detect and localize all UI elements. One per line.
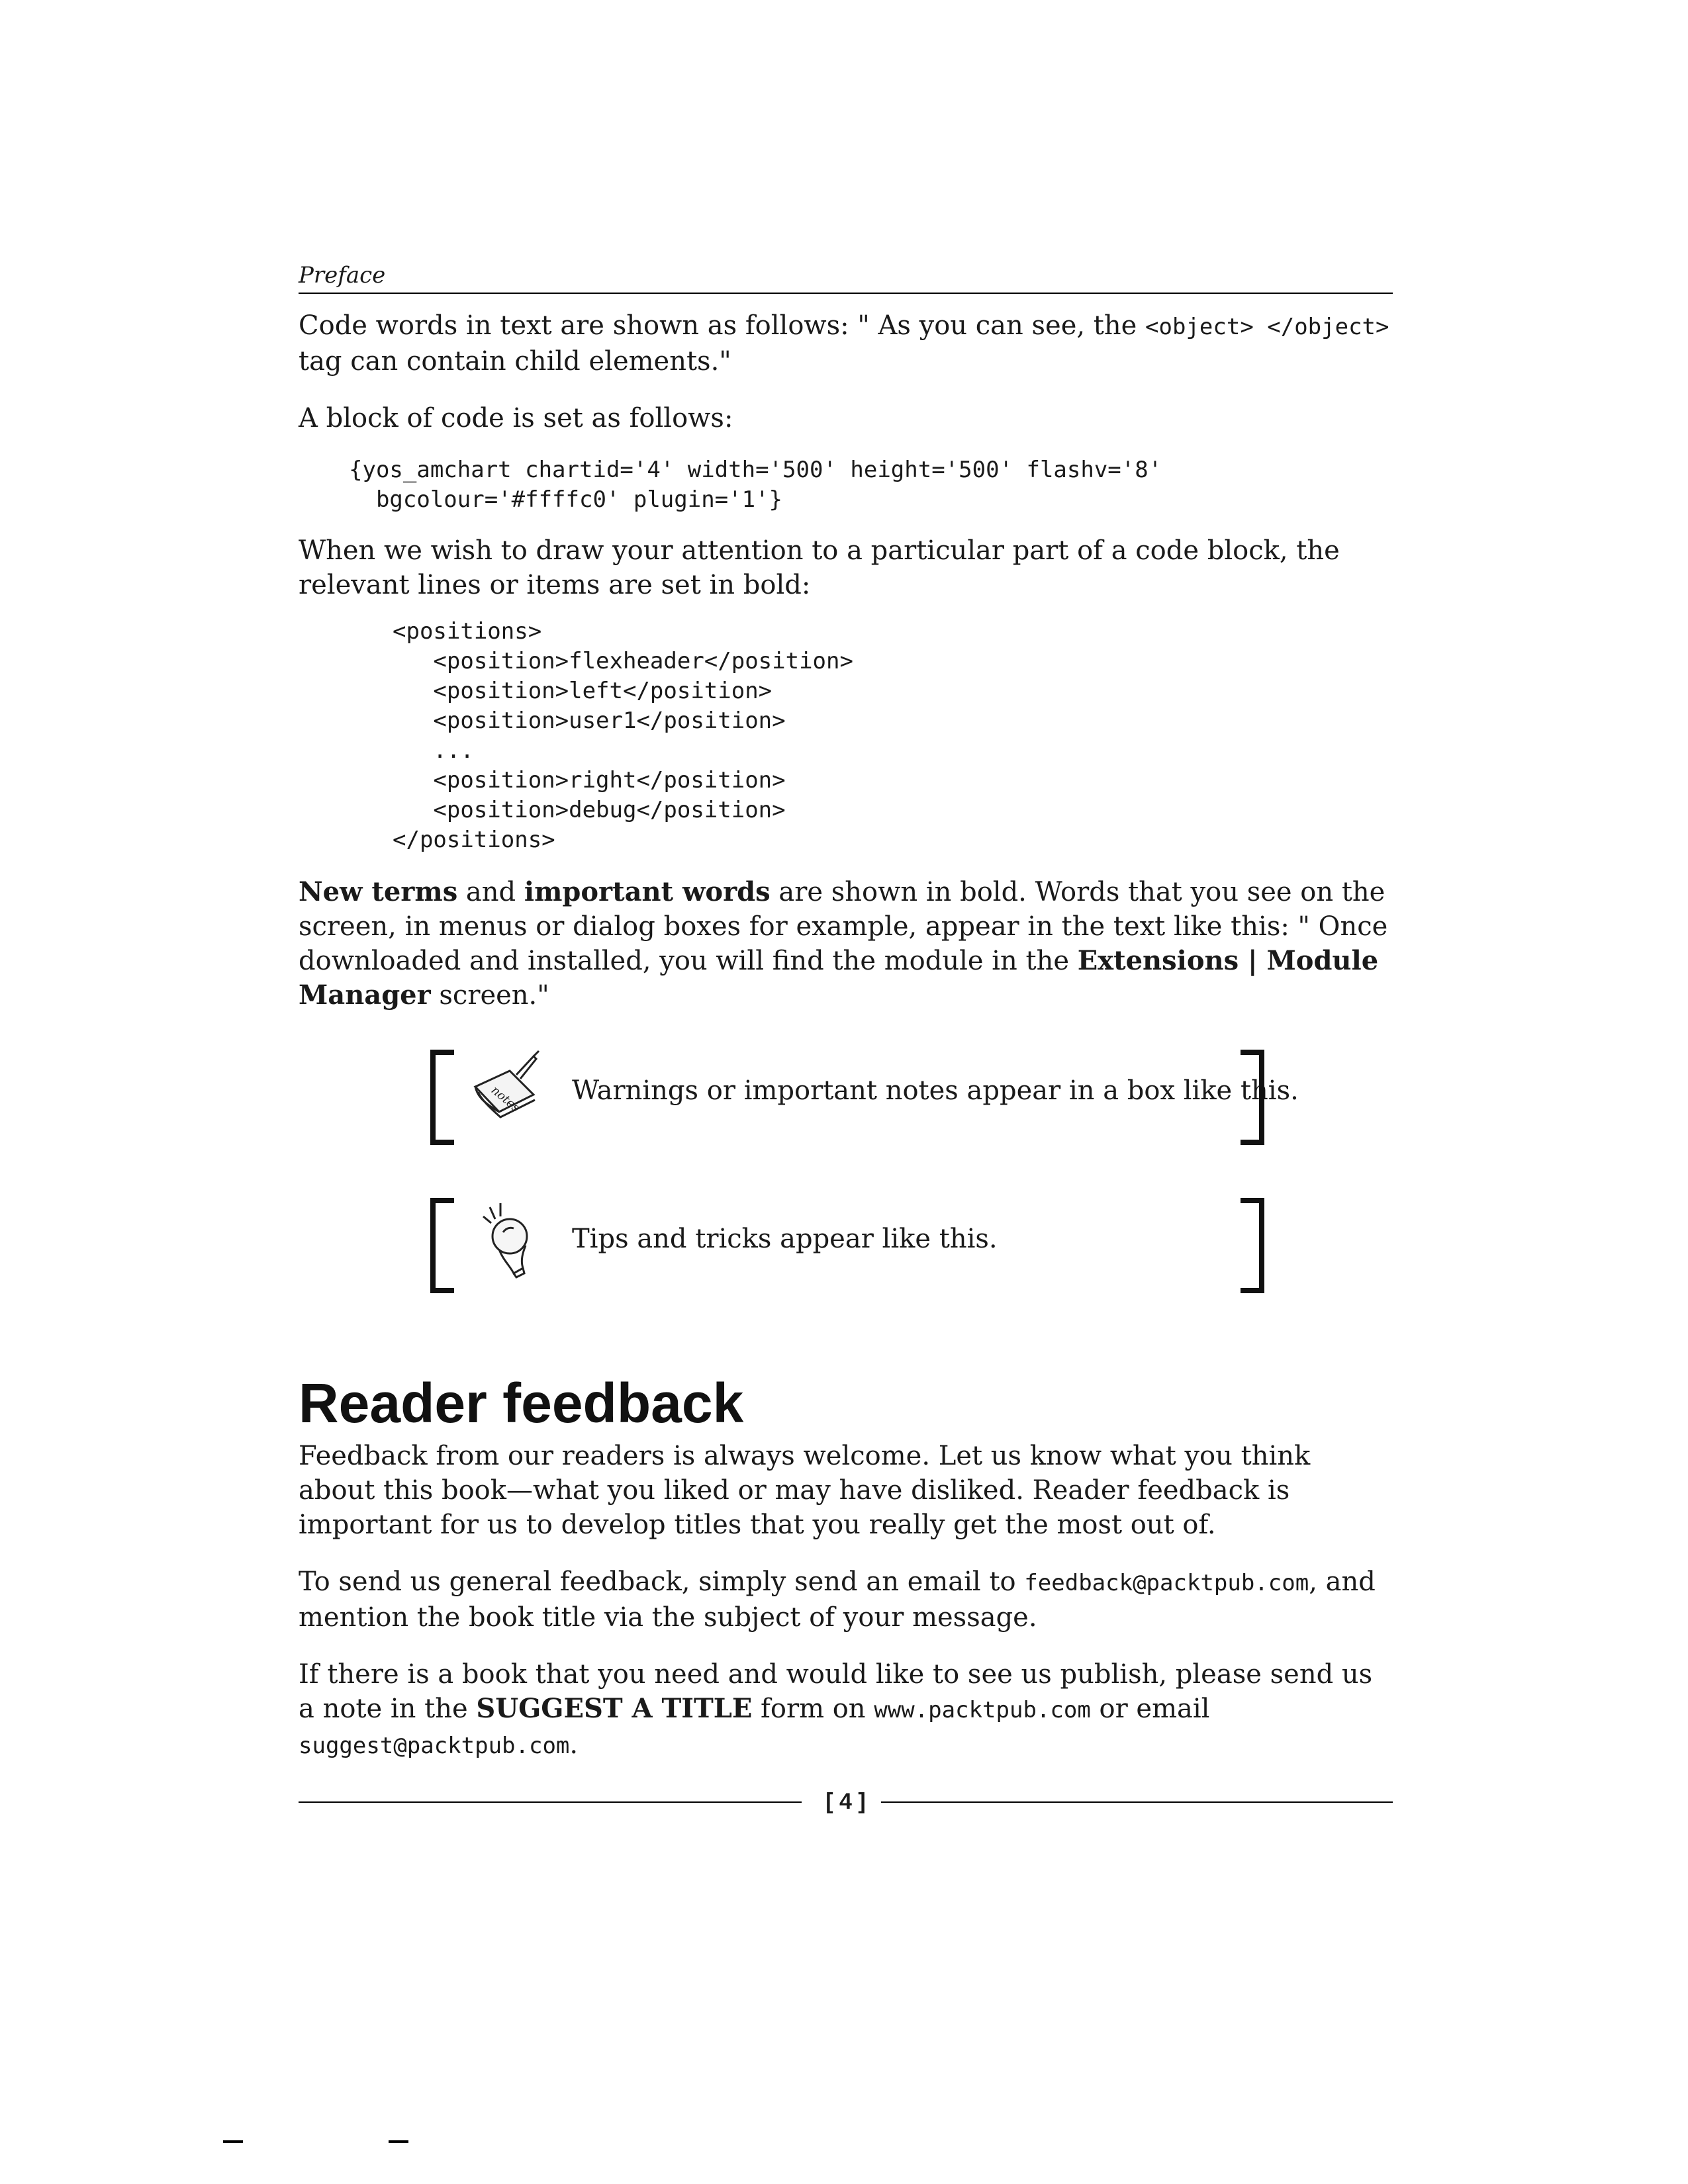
paragraph-code-block-intro: A block of code is set as follows:	[299, 403, 733, 433]
warning-box	[430, 1046, 1299, 1138]
code-line: <positions>	[393, 618, 542, 645]
footer-rule-right	[881, 1801, 1393, 1803]
bracket-left	[430, 1050, 454, 1145]
tip-box	[430, 1194, 1264, 1287]
code-line: <position>right</position>	[393, 767, 786, 794]
paragraph-feedback: Feedback from our readers is always welcome. Let us know what you think about this book—what you liked or may have disliked. Reader feedback is important for us to develop titles that you really get the most out of.	[299, 1441, 1311, 1540]
svg-text:notes: notes	[488, 1083, 523, 1115]
paragraph-new-terms: New terms and important words are shown in bold. Words that you see on the screen, in menus or dialog boxes for example, appear in the text like this: " Once downloaded and installed, you will find the module in the Extensions | Module Manager screen."	[299, 876, 1388, 1011]
code-line: bgcolour='#ffffc0' plugin='1'}	[349, 486, 783, 513]
paragraph-bold-intro: When we wish to draw your attention to a particular part of a code block, the relevant lines or items are set in bold:	[299, 535, 1340, 600]
code-line-bold: <position>flexheader</position>	[393, 648, 853, 674]
page	[299, 258, 1393, 1819]
code-line: ...	[393, 737, 474, 764]
tip-text: Tips and tricks appear like this.	[572, 1224, 998, 1254]
warning-text: Warnings or important notes appear in a box like this.	[572, 1075, 1299, 1106]
notes-icon	[470, 1048, 543, 1133]
lightbulb-icon	[470, 1197, 543, 1281]
code-line: <position>left</position>	[393, 678, 773, 704]
code-block-1	[349, 455, 1393, 515]
crop-mark	[223, 2140, 243, 2143]
running-title: Preface	[299, 258, 1393, 294]
crop-mark	[389, 2140, 408, 2143]
email-link[interactable]: suggest@packtpub.com	[299, 1733, 570, 1759]
bracket-right	[1241, 1198, 1264, 1293]
paragraph-suggest-title: If there is a book that you need and would like to see us publish, please send us a note in the SUGGEST A TITLE form on www.packtpub.com or email suggest@packtpub.com.	[299, 1659, 1373, 1760]
bracket-right	[1241, 1050, 1264, 1145]
inline-code: <object> </object>	[1145, 314, 1389, 340]
website-link[interactable]: www.packtpub.com	[874, 1697, 1091, 1723]
page-footer	[299, 1786, 1393, 1819]
page-number: [ 4 ]	[825, 1789, 866, 1814]
bracket-left	[430, 1198, 454, 1293]
code-line: <position>user1</position>	[393, 707, 786, 734]
paragraph-send-feedback: To send us general feedback, simply send an email to feedback@packtpub.com, and mention the book title via the subject of your message.	[299, 1567, 1376, 1633]
section-heading: Reader feedback	[299, 1372, 744, 1434]
code-line: {yos_amchart chartid='4' width='500' height='500' flashv='8'	[349, 457, 1162, 483]
code-line: <position>debug</position>	[393, 797, 786, 823]
email-link[interactable]: feedback@packtpub.com	[1024, 1570, 1309, 1596]
paragraph-code-words: Code words in text are shown as follows: " As you can see, the <object> </object> tag can contain child elements."	[299, 310, 1389, 377]
code-line: </positions>	[393, 827, 555, 853]
code-block-2	[393, 617, 1393, 855]
